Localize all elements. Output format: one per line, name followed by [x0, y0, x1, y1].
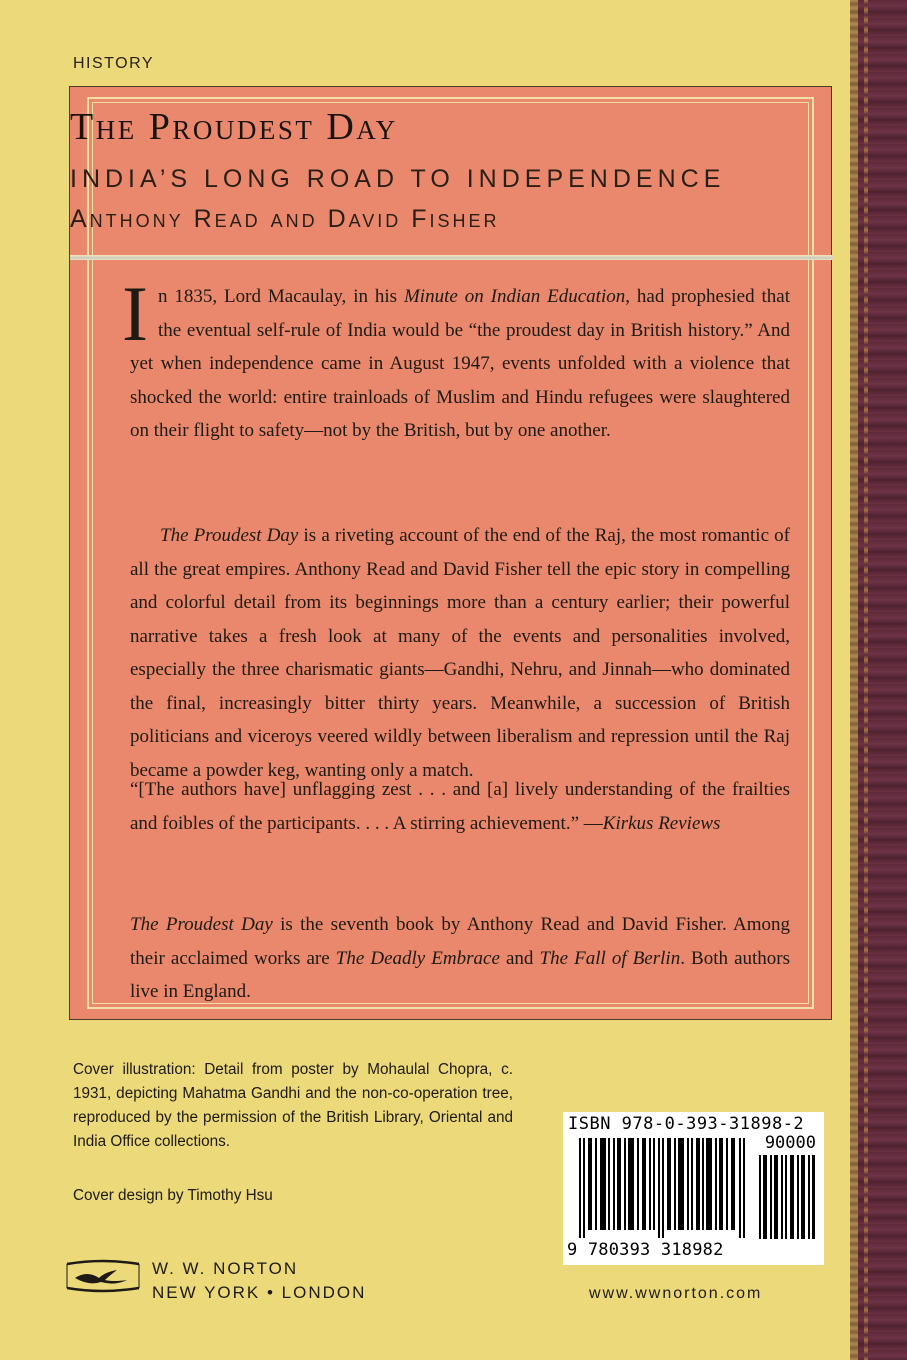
intro-work-title: Minute on Indian Education	[403, 286, 626, 307]
addon-barcode-bars	[757, 1155, 817, 1239]
seagull-logo-icon	[65, 1258, 141, 1300]
summary-text: is a riveting account of the end of the Raj, the most romantic of all the great empires. Anthony Read and David Fisher tell the epic story in compelling and colorful detail from its beginnings more than a century earlier; their powerful narrative takes a fresh look at many of the events and personalities involved, especially the three charismatic giants—Gandhi, Nehru, and Jinnah—who dominated the final, increasingly bitter thirty years. Meanwhile, a succession of British politicians and viceroys veered wildly between liberalism and repression until the Raj became a powder keg, wanting only a match.	[130, 525, 790, 781]
intro-text-2: , had prophesied that the eventual self-rule of India would be “the proudest day in British history.” And yet when independence came in August 1947, events unfolded with a violence that shocked the world: entire trainloads of Muslim and Hindu refugees were slaughtered on their flight to safety—not by the British, but by one another.	[130, 286, 790, 441]
isbn-number: ISBN 978-0-393-31898-2	[568, 1114, 805, 1134]
publisher-name: W. W. NORTON	[152, 1259, 299, 1278]
category-label: HISTORY	[73, 55, 155, 72]
review-quote	[130, 773, 790, 840]
summary-paragraph	[130, 519, 790, 787]
ean-barcode-bars	[567, 1138, 753, 1238]
intro-text-1: n 1835, Lord Macaulay, in his	[157, 286, 404, 307]
publisher-cities: NEW YORK • LONDON	[152, 1283, 367, 1302]
cover-design-credit: Cover design by Timothy Hsu	[73, 1187, 273, 1204]
bio-book-title: The Proudest Day	[130, 914, 273, 935]
cover-illustration-credit: Cover illustration: Detail from poster by Mohaulal Chopra, c. 1931, depicting Mahatma Gandhi and the non-co-operation tree, reproduced by the permission of the British Library, Oriental and India Office collections.	[73, 1061, 513, 1150]
bio-text-1: is the seventh book by Anthony Read and David Fisher. Among their acclaimed works are	[130, 914, 790, 969]
bio-text-3: . Both authors live in England.	[130, 947, 790, 1002]
bio-work-2: The Fall of Berlin	[539, 947, 681, 969]
ean-digits: 9 780393 318982	[567, 1240, 724, 1260]
bio-text-2: and	[499, 947, 540, 969]
book-authors: Anthony Read and David Fisher	[70, 205, 500, 233]
review-source: Kirkus Reviews	[602, 812, 721, 834]
price-code: 90000	[764, 1133, 816, 1153]
review-text: “[The authors have] unflagging zest . . . and [a] lively understanding of the frailties and foibles of the participants. . . . A stirring achievement.” —	[130, 779, 790, 834]
bio-work-1: The Deadly Embrace	[335, 947, 500, 969]
title-divider	[70, 255, 833, 260]
intro-paragraph	[122, 270, 790, 448]
description-panel	[69, 86, 832, 1020]
drop-cap: I	[122, 270, 148, 357]
summary-book-title: The Proudest Day	[160, 525, 299, 546]
author-bio	[130, 908, 790, 1009]
isbn-barcode	[563, 1112, 824, 1265]
spine-border	[850, 0, 907, 1360]
book-title: The Proudest Day	[70, 106, 398, 148]
publisher-website[interactable]: www.wwnorton.com	[589, 1285, 763, 1302]
book-subtitle: INDIA’S LONG ROAD TO INDEPENDENCE	[70, 165, 726, 193]
